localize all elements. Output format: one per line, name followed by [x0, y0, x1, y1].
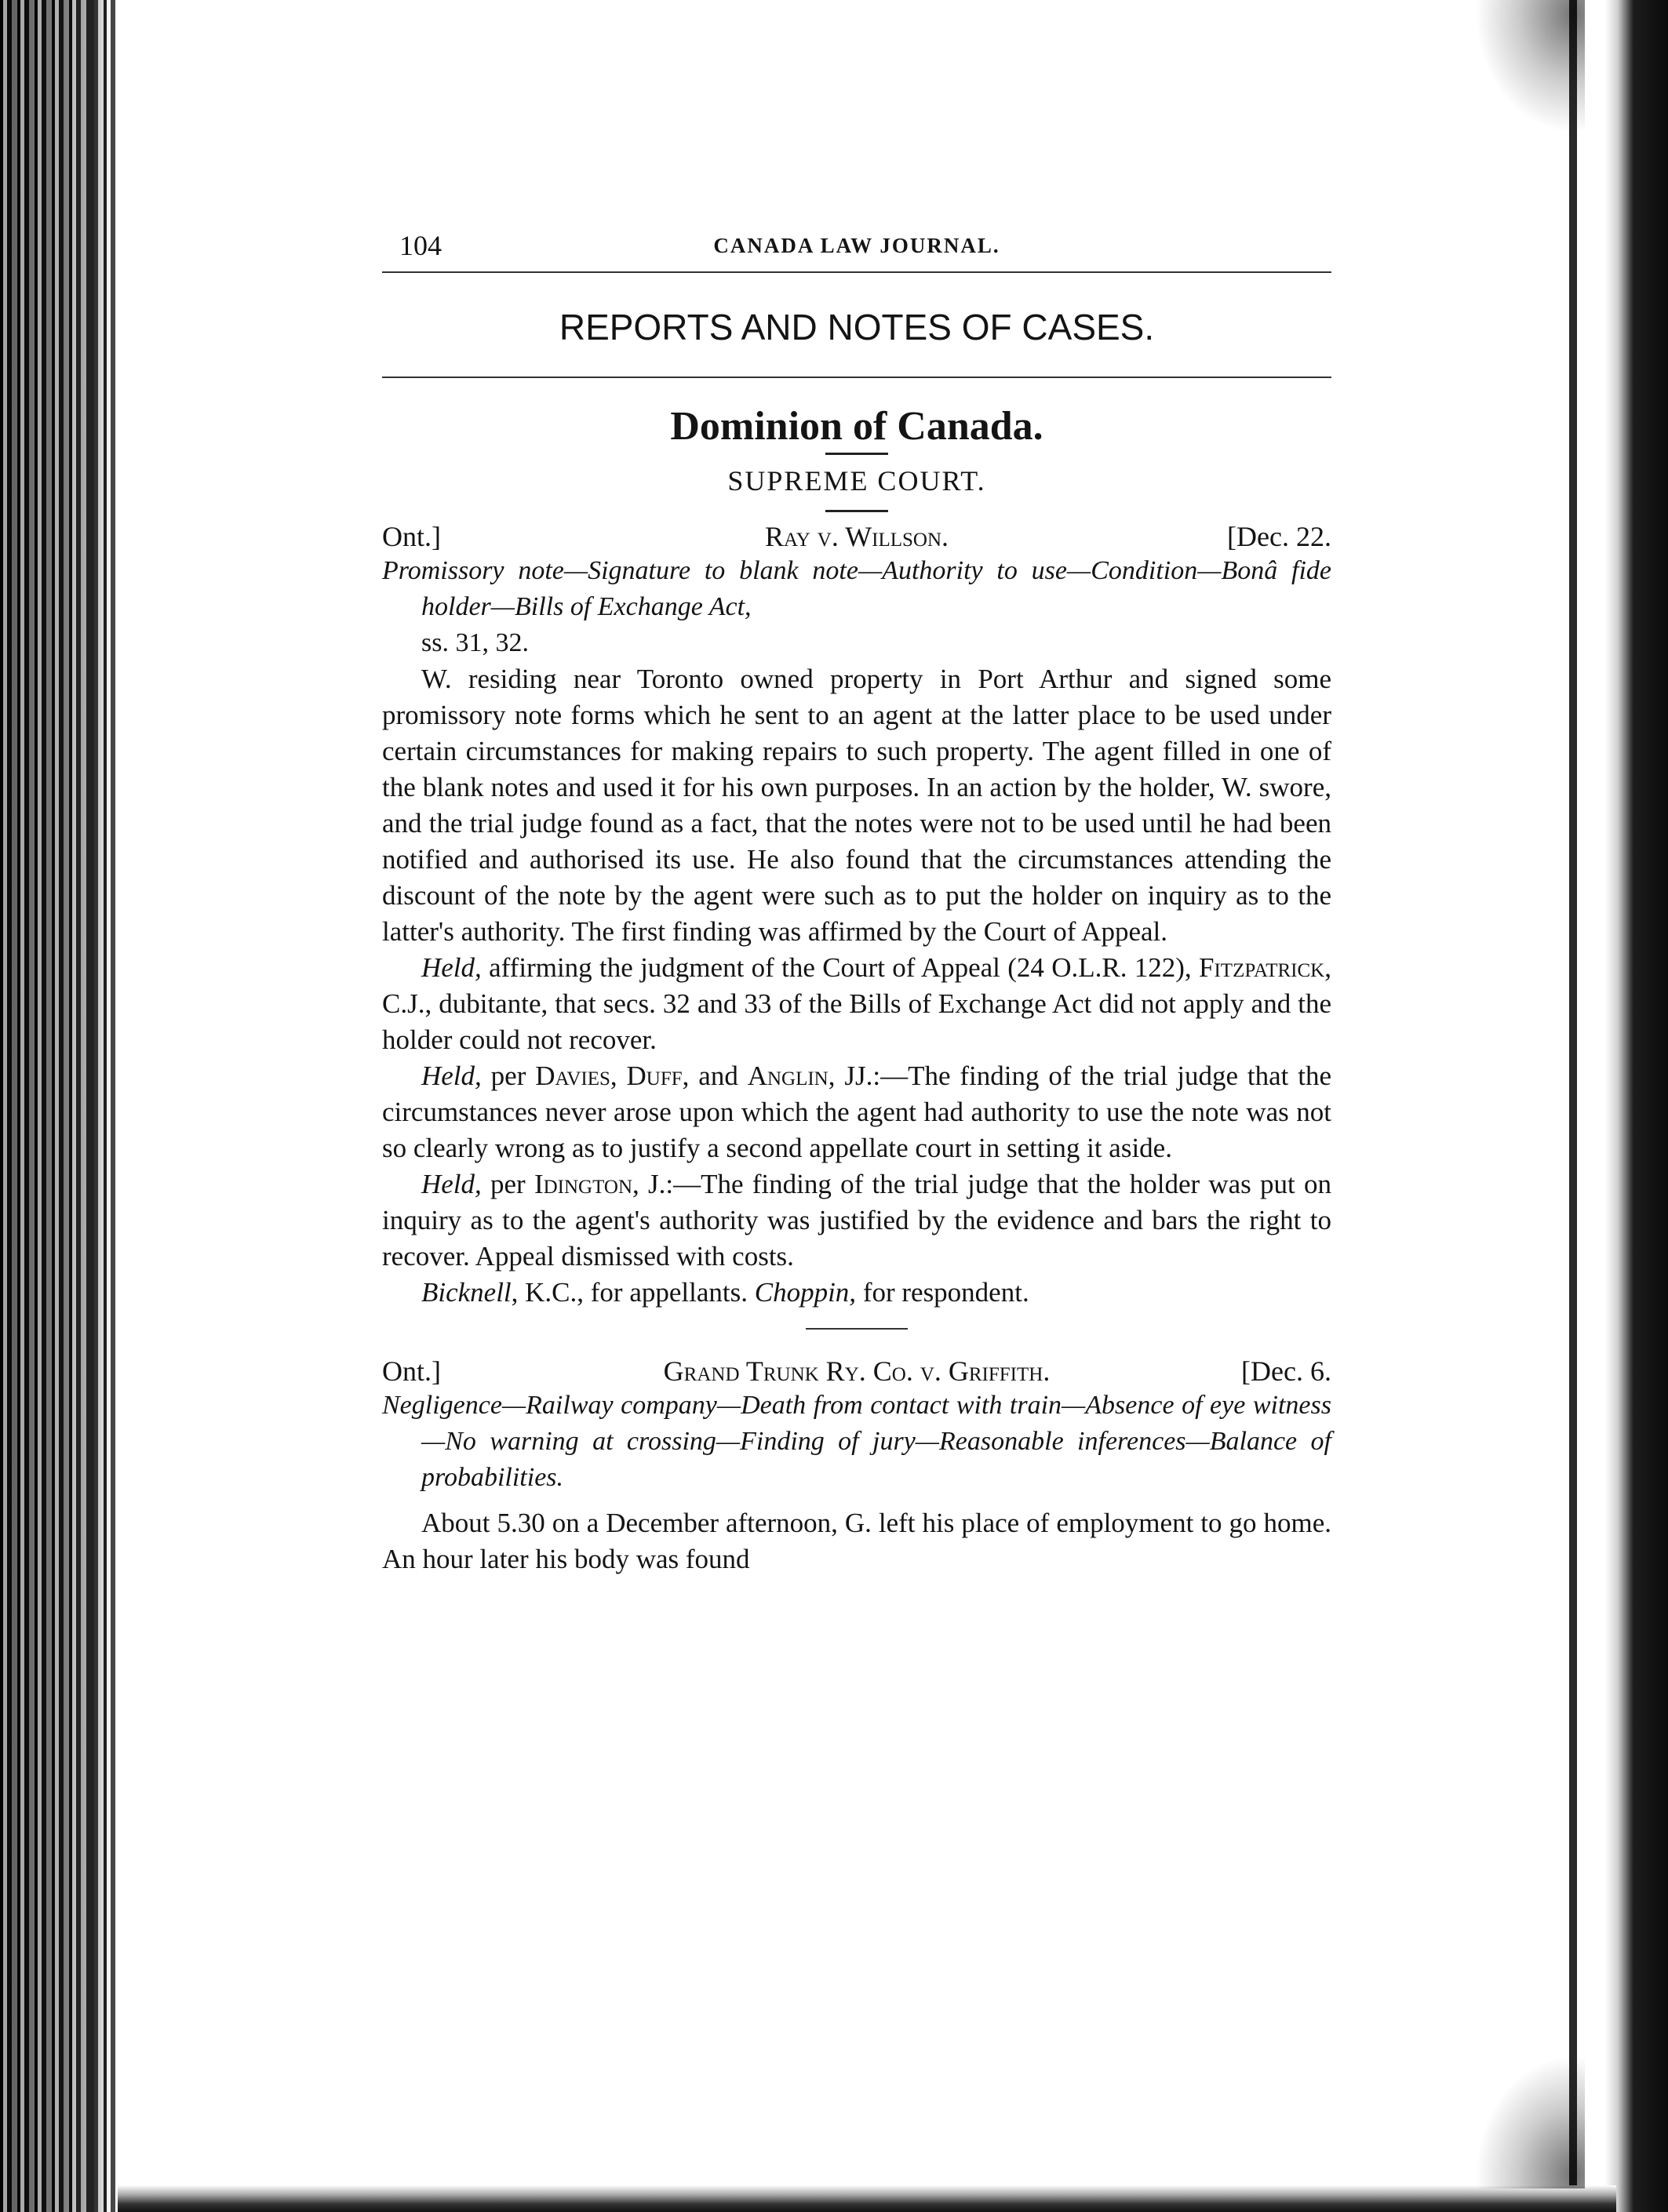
- counsel-text: for respondent.: [856, 1277, 1029, 1308]
- judge-name: Idington: [534, 1169, 633, 1199]
- case-name: Grand Trunk Ry. Co. v. Griffith.: [663, 1355, 1051, 1387]
- scan-edge-right: [1605, 0, 1668, 2212]
- case-separator: [806, 1328, 908, 1330]
- counsel-text: , K.C., for appellants.: [511, 1277, 755, 1308]
- judge-name: Davies: [535, 1061, 610, 1091]
- case-date: [Dec. 22.: [1227, 521, 1331, 552]
- case-facts-paragraph: About 5.30 on a December afternoon, G. left his place of employment to go home. An hour later his body was found: [382, 1508, 1331, 1574]
- held-label: Held,: [421, 1169, 482, 1199]
- jurisdiction-heading: Dominion of Canada.: [670, 404, 1043, 449]
- counsel-line: [382, 1275, 1331, 1311]
- holding-text: ,: [610, 1061, 627, 1091]
- holding-text: affirming the judgment of the Court of Appeal (24 O.L.R. 122),: [481, 952, 1200, 983]
- case-headnote: Negligence—Railway company—Death from contact with train—Absence of eye witness—No warning at crossing—Finding of jury—Reasonable inferences—Balance of probabilities.: [382, 1391, 1331, 1492]
- running-head: CANADA LAW JOURNAL.: [713, 234, 1000, 257]
- page-header: [382, 221, 1331, 260]
- scan-edge-right-line: [1569, 0, 1577, 2212]
- holding-text: , and: [682, 1061, 748, 1091]
- case-province: Ont.]: [382, 521, 441, 552]
- case-facts-paragraph: W. residing near Toronto owned property in Port Arthur and signed some promissory note forms which he sent to an agent at the latter place to be used under certain circumstances for making repairs to such property. The agent filled in one of the blank notes and used it for his own purposes. In an action by the holder, W. swore, and the trial judge found as a fact, that the notes were not to be used until he had been notified and authorised its use. He also found that the circumstances attending the discount of the note by the agent were such as to put the holder on inquiry as to the latter's authority. The first finding was affirmed by the Court of Appeal.: [382, 664, 1331, 947]
- counsel-respondent: Choppin,: [754, 1277, 857, 1308]
- held-label: Held,: [421, 1061, 482, 1091]
- jurisdiction-rule: [825, 453, 888, 455]
- holding-text: per: [481, 1061, 536, 1091]
- holding-paragraph-3: [382, 1166, 1331, 1275]
- header-rule: [382, 271, 1331, 273]
- journal-page: [382, 221, 1331, 1577]
- judge-name: Fitzpatrick: [1199, 952, 1325, 983]
- case-headnote: [382, 553, 1331, 661]
- case-province: Ont.]: [382, 1355, 441, 1387]
- scan-edge-bottom: [118, 2185, 1616, 2212]
- holding-text: , J.:—The finding of the trial judge that the holder was put on inquiry as to the agent's authority was justified by the evidence and bars the right to recover. Appeal dismissed with costs.: [382, 1169, 1331, 1272]
- holding-paragraph-2: [382, 1058, 1331, 1166]
- case-heading-grand-trunk-v-griffith: [382, 1347, 1331, 1388]
- holding-paragraph-1: [382, 950, 1331, 1058]
- case-heading-ray-v-willson: [382, 512, 1331, 553]
- judge-name: Anglin: [747, 1061, 829, 1091]
- holding-text: , JJ.:—The finding of the trial judge that the circumstances never arose upon which the agent had authority to use the note was not so clearly wrong as to justify a second appellate court in setting it aside.: [382, 1061, 1331, 1163]
- counsel-appellant: Bicknell: [421, 1277, 512, 1308]
- page-number: 104: [399, 230, 442, 261]
- scan-corner-top-right: [1475, 0, 1585, 133]
- holding-text: per: [481, 1169, 534, 1199]
- scan-edge-left-line: [86, 0, 94, 2212]
- section-rule: [382, 377, 1331, 378]
- headnote-text: Promissory note—Signature to blank note—Authority to use—Condition—Bonâ fide holder—Bills of Exchange Act,: [382, 556, 1331, 621]
- judge-name: Duff: [626, 1061, 683, 1091]
- headnote-sections: ss. 31, 32.: [421, 628, 529, 657]
- case-name: Ray v. Willson.: [764, 521, 949, 552]
- holding-text: , C.J., dubitante, that secs. 32 and 33 of the Bills of Exchange Act did not apply and the holder could not recover.: [382, 952, 1331, 1055]
- held-label: Held,: [421, 952, 482, 983]
- section-title: REPORTS AND NOTES OF CASES.: [559, 307, 1155, 347]
- scan-edge-left: [0, 0, 118, 2212]
- scan-corner-bottom-right: [1475, 2055, 1585, 2188]
- court-heading: SUPREME COURT.: [727, 465, 986, 497]
- case-date: [Dec. 6.: [1241, 1355, 1331, 1387]
